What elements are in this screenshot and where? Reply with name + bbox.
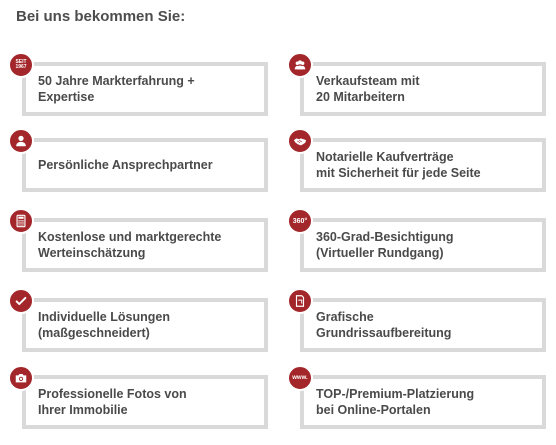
benefit-card-photos	[22, 375, 268, 429]
benefit-text: 50 Jahre Markterfahrung + Expertise	[38, 74, 195, 104]
benefit-text: Persönliche Ansprechpartner	[38, 158, 213, 172]
benefit-card-360-tour	[300, 218, 546, 272]
benefit-card-notarial-contracts	[300, 138, 546, 192]
benefit-text: Professionelle Fotos von Ihrer Immobilie	[38, 387, 187, 417]
benefit-card-individual-solutions	[22, 298, 268, 352]
handshake-icon	[287, 128, 313, 154]
benefit-card-sales-team	[300, 62, 546, 116]
calculator-icon	[8, 208, 34, 234]
checkmark-icon	[8, 288, 34, 314]
benefit-card-floorplan	[300, 298, 546, 352]
benefit-text: Kostenlose und marktgerechte Werteinschätzung	[38, 230, 222, 260]
benefit-card-online-placement	[300, 375, 546, 429]
benefit-card-valuation	[22, 218, 268, 272]
benefit-text: Individuelle Lösungen (maßgeschneidert)	[38, 310, 170, 340]
benefit-card-market-experience	[22, 62, 268, 116]
benefit-text: Notarielle Kaufverträge mit Sicherheit für jede Seite	[316, 150, 481, 180]
page-title: Bei uns bekommen Sie:	[16, 8, 186, 25]
benefit-card-personal-contact	[22, 138, 268, 192]
floorplan-icon	[287, 288, 313, 314]
360-icon: 360°	[287, 208, 313, 234]
www-icon: www.	[287, 365, 313, 391]
benefit-text: Grafische Grundrissaufbereitung	[316, 310, 452, 340]
benefit-text: 360-Grad-Besichtigung (Virtueller Rundgang)	[316, 230, 454, 260]
since-1967-icon: SEIT 1967	[8, 52, 34, 78]
person-icon	[8, 128, 34, 154]
benefit-text: Verkaufsteam mit 20 Mitarbeitern	[316, 74, 420, 104]
benefit-text: TOP-/Premium-Platzierung bei Online-Portalen	[316, 387, 475, 417]
camera-icon	[8, 365, 34, 391]
team-icon	[287, 52, 313, 78]
